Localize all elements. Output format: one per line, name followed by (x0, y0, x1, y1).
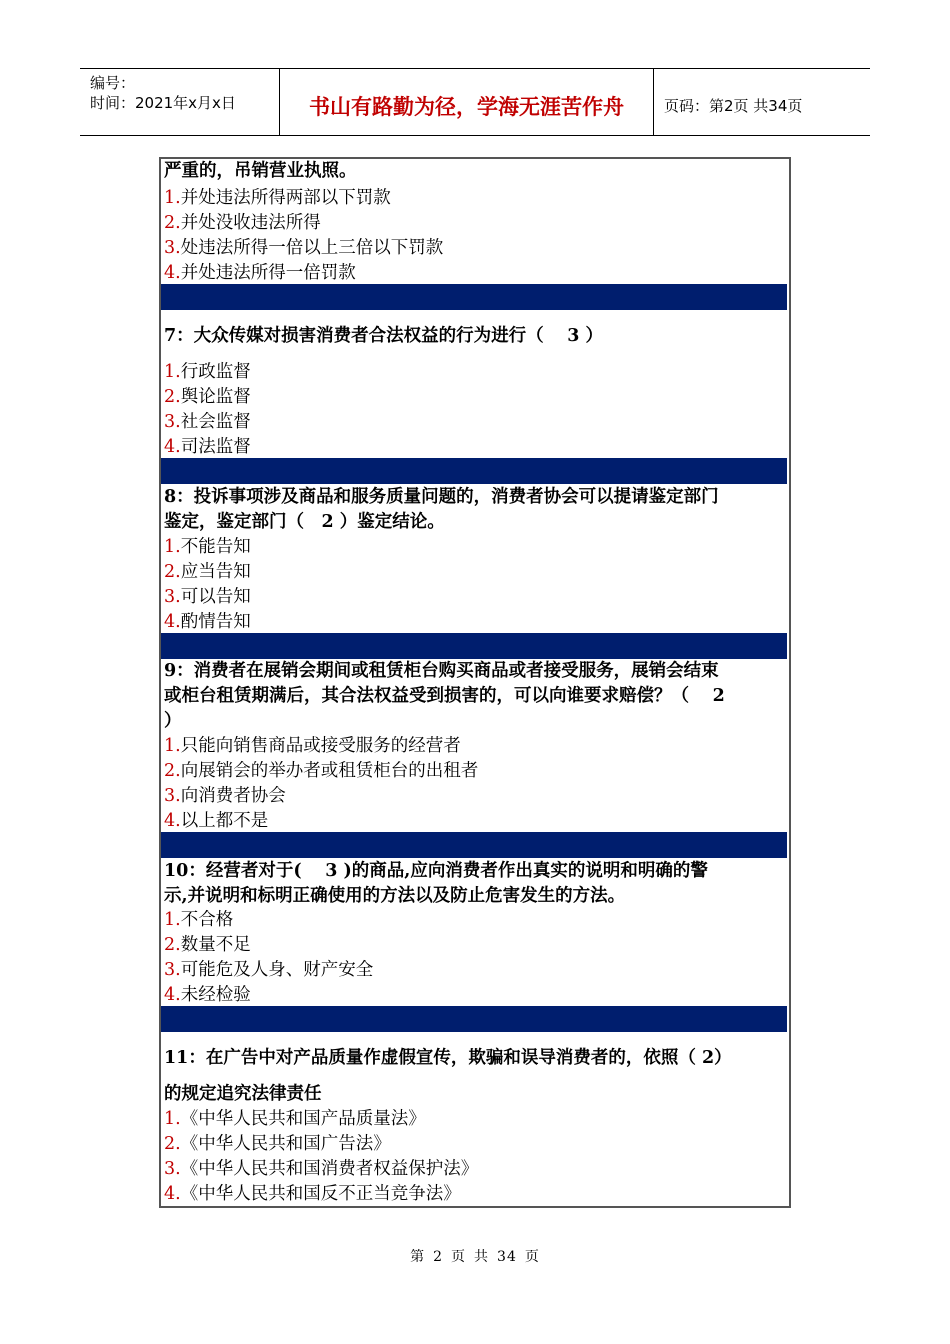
option-item: 2.舆论监督 (164, 387, 251, 407)
question-8-text-cont: 鉴定，鉴定部门（ 2 ）鉴定结论。 (164, 512, 445, 532)
option-item: 3.可以告知 (164, 587, 251, 607)
separator-bar (161, 832, 787, 858)
option-item: 3.社会监督 (164, 412, 251, 432)
question-9-text: 9：消费者在展销会期间或租赁柜台购买商品或者接受服务，展销会结束 (164, 661, 719, 681)
option-item: 2.向展销会的举办者或租赁柜台的出租者 (164, 761, 479, 781)
separator-bar (161, 458, 787, 484)
option-item: 3.可能危及人身、财产安全 (164, 960, 374, 980)
question-9-text-cont: 或柜台租赁期满后，其合法权益受到损害的，可以向谁要求赔偿？（ 2 (164, 686, 725, 706)
separator-bar (161, 1006, 787, 1032)
date-label: 时间：2021年x月x日 (90, 94, 236, 112)
header-motto: 书山有路勤为径，学海无涯苦作舟 (280, 69, 654, 135)
option-item: 2.应当告知 (164, 562, 251, 582)
question-7-text: 7：大众传媒对损害消费者合法权益的行为进行（ 3 ） (164, 326, 604, 346)
question-11-text: 11：在广告中对产品质量作虚假宣传，欺骗和误导消费者的，依照（ 2） (164, 1048, 732, 1068)
option-item: 1.并处违法所得两部以下罚款 (164, 188, 391, 208)
separator-bar (161, 633, 787, 659)
page-footer: 第 2 页 共 34 页 (410, 1249, 540, 1265)
option-item: 4.司法监督 (164, 437, 251, 457)
option-item: 1.只能向销售商品或接受服务的经营者 (164, 736, 461, 756)
option-item: 4.《中华人民共和国反不正当竞争法》 (164, 1184, 461, 1204)
question-11-text-cont: 的规定追究法律责任 (164, 1084, 322, 1104)
option-item: 3.处违法所得一倍以上三倍以下罚款 (164, 238, 444, 258)
page-header (80, 68, 870, 136)
question-10-text: 10：经营者对于( 3 )的商品,应向消费者作出真实的说明和明确的警 (164, 861, 708, 881)
option-item: 4.未经检验 (164, 985, 251, 1005)
separator-bar (161, 284, 787, 310)
option-item: 3.《中华人民共和国消费者权益保护法》 (164, 1159, 479, 1179)
id-label: 编号： (90, 74, 136, 92)
option-item: 1.行政监督 (164, 362, 251, 382)
header-page-label: 页码：第2页 共34页 (664, 96, 803, 115)
header-meta (80, 69, 280, 135)
option-item: 2.《中华人民共和国广告法》 (164, 1134, 391, 1154)
option-item: 2.并处没收违法所得 (164, 213, 321, 233)
option-item: 3.向消费者协会 (164, 786, 286, 806)
option-item: 4.酌情告知 (164, 612, 251, 632)
option-item: 1.《中华人民共和国产品质量法》 (164, 1109, 426, 1129)
option-item: 1.不合格 (164, 910, 234, 930)
question-10-text-cont: 示,并说明和标明正确使用的方法以及防止危害发生的方法。 (164, 886, 626, 906)
question-8-text: 8：投诉事项涉及商品和服务质量问题的，消费者协会可以提请鉴定部门 (164, 487, 719, 507)
question-9-text-end: ） (164, 711, 182, 731)
question-text: 严重的，吊销营业执照。 (164, 161, 357, 181)
option-item: 4.以上都不是 (164, 811, 269, 831)
option-item: 4.并处违法所得一倍罚款 (164, 263, 356, 283)
option-item: 1.不能告知 (164, 537, 251, 557)
option-item: 2.数量不足 (164, 935, 251, 955)
